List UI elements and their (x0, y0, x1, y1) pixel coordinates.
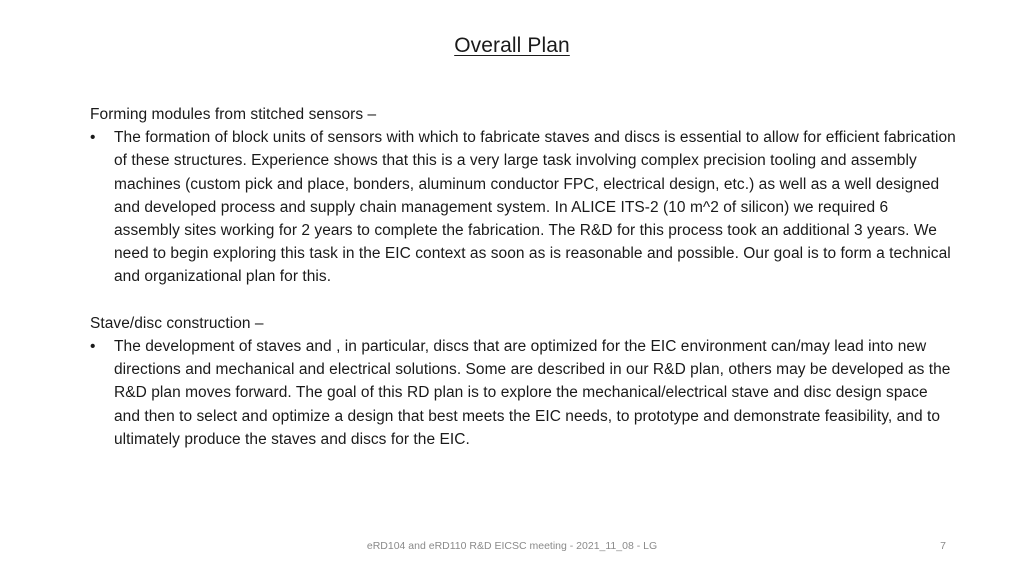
section-heading-stave-disc: Stave/disc construction – (90, 314, 264, 332)
bullet-text-stave-disc: The development of staves and , in particular, discs that are optimized for the EIC environment can/may lead into new directions and mechanical and electrical solutions. Some are described in our R&D plan, others may be developed as the R&D plan moves forward. The goal of this RD plan is to explore the mechanical/electrical stave and disc design space and then to select and optimize a design that best meets the EIC needs, to prototype and demonstrate feasibility, and to ultimately produce the staves and discs for the EIC. (114, 338, 951, 448)
page-number: 7 (940, 540, 946, 552)
bullet-item-stave-disc (90, 335, 956, 451)
slide-footer: eRD104 and eRD110 R&D EICSC meeting - 2021_11_08 - LG (366, 540, 658, 552)
bullet-icon: • (90, 338, 96, 356)
section-heading-modules: Forming modules from stitched sensors – (90, 106, 377, 123)
section-spacer (90, 289, 956, 312)
bullet-item-modules (90, 126, 956, 288)
bullet-text-modules: The formation of block units of sensors with which to fabricate staves and discs is essential to allow for efficient fabrication of these structures. Experience shows that this is a very large task involving complex precision tooling and assembly machines (custom pick and place, bonders, aluminum conductor FPC, electrical design, etc.) as well as a well designed and developed process and supply chain management system. In ALICE ITS-2 (10 m^2 of silicon) we required 6 assembly sites working for 2 years to complete the fabrication. The R&D for this process took an additional 3 years. We need to begin exploring this task in the EIC context as soon as is reasonable and possible. Our goal is to form a technical and organizational plan for this. (114, 129, 956, 286)
slide-body (90, 103, 956, 451)
bullet-icon: • (90, 129, 96, 147)
slide-title: Overall Plan (454, 34, 570, 57)
